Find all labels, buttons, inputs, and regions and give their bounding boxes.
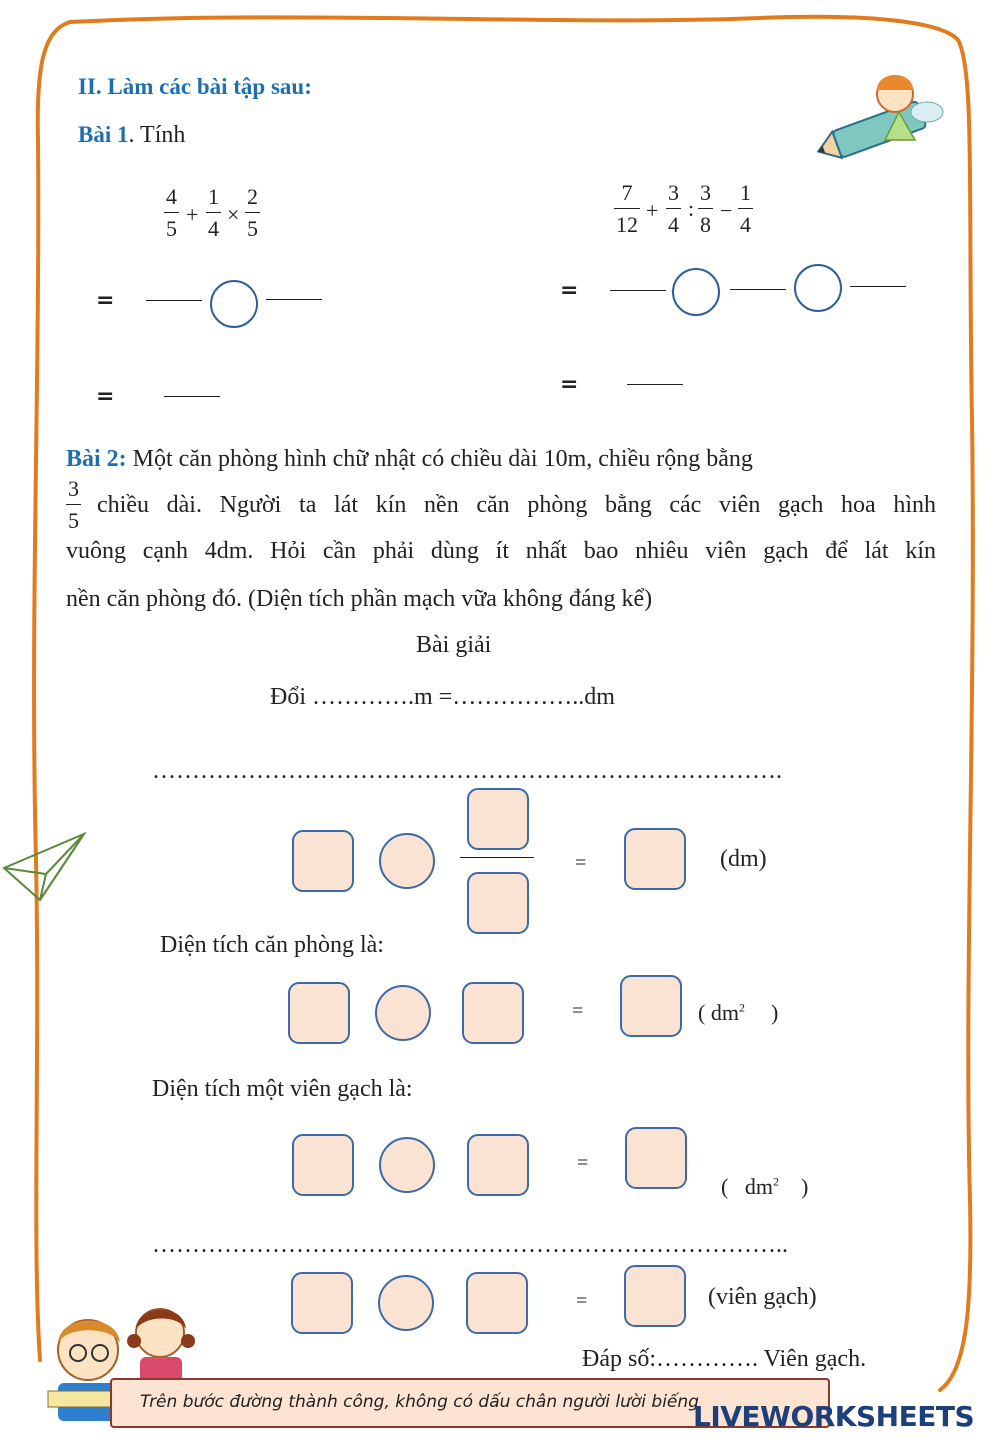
bai1-label: Bài 1 [78, 122, 129, 147]
answer-blank[interactable] [627, 384, 683, 385]
fraction: 3 8 [700, 180, 711, 237]
numerator-box[interactable] [467, 788, 529, 850]
operator-circle[interactable] [378, 1275, 434, 1331]
answer-blank[interactable] [146, 300, 202, 301]
equals-sign: = [96, 288, 115, 313]
final-answer[interactable]: Đáp số:…………. Viên gạch. [582, 1346, 867, 1372]
fraction: 3 4 [668, 180, 679, 237]
times-operator: × [227, 202, 240, 227]
fraction-bar [460, 857, 534, 858]
liveworksheets-logo: LIVEWORKSHEETS [693, 1400, 975, 1433]
solution-title: Bài giải [416, 632, 492, 658]
bai2-text: Một căn phòng hình chữ nhật có chiều dài 10m, chiều rộng bằng [126, 446, 753, 472]
divide-operator: : [688, 196, 695, 221]
answer-box[interactable] [292, 1134, 354, 1196]
bai2-line-4: nền căn phòng đó. (Diện tích phần mạch vữa không đáng kể) [66, 586, 653, 612]
motto-text: Trên bước đường thành công, không có dấu chân người lười biếng [140, 1392, 699, 1412]
section-title: II. Làm các bài tập sau: [78, 74, 312, 99]
bai2-label: Bài 2: [66, 446, 127, 472]
convert-line[interactable]: Đổi ………….m =……………..dm [270, 684, 615, 710]
plus-operator: + [646, 198, 659, 223]
bai2-line-1 [66, 436, 936, 483]
fraction: 1 4 [208, 184, 219, 241]
bai2-line-2: chiều dài. Người ta lát kín nền căn phòng bằng các viên gạch hoa hình [97, 492, 936, 518]
area-room-label: Diện tích căn phòng là: [160, 932, 384, 958]
equals-sign: = [96, 384, 115, 409]
operator-circle[interactable] [375, 985, 431, 1041]
bai1-title: . Tính [128, 122, 186, 148]
area-tile-label: Diện tích một viên gạch là: [152, 1076, 413, 1102]
answer-box[interactable] [292, 830, 354, 892]
answer-blank[interactable] [266, 299, 322, 300]
answer-blank[interactable] [850, 286, 906, 287]
paper-plane-illustration [0, 830, 90, 910]
answer-box[interactable] [466, 1272, 528, 1334]
answer-box[interactable] [462, 982, 524, 1044]
fraction: 7 12 [616, 180, 638, 237]
result-box[interactable] [624, 1265, 686, 1327]
operator-circle-input[interactable] [672, 268, 720, 316]
answer-box[interactable] [467, 1134, 529, 1196]
fraction: 1 4 [740, 180, 751, 237]
fraction: 2 5 [247, 184, 258, 241]
operator-circle[interactable] [379, 1137, 435, 1193]
denominator-box[interactable] [467, 872, 529, 934]
unit-tiles: (viên gạch) [708, 1284, 817, 1310]
unit-dm2: ( $dm^2$ ) [698, 1000, 779, 1025]
answer-box[interactable] [291, 1272, 353, 1334]
fairy-pencil-illustration [815, 62, 955, 172]
equals-sign: = [572, 1000, 584, 1022]
result-box[interactable] [620, 975, 682, 1037]
dotted-answer-line[interactable]: …………………………………………………………………….. [152, 1232, 788, 1258]
answer-blank[interactable] [610, 290, 666, 291]
operator-circle-input[interactable] [794, 264, 842, 312]
operator-circle[interactable] [379, 833, 435, 889]
result-box[interactable] [625, 1127, 687, 1189]
dotted-answer-line[interactable]: ……………………………………………………………………. [152, 758, 782, 784]
operator-circle-input[interactable] [210, 280, 258, 328]
fraction: 4 5 [166, 184, 177, 241]
equals-sign: = [577, 1152, 589, 1174]
equals-sign: = [560, 278, 579, 303]
answer-blank[interactable] [730, 289, 786, 290]
equals-sign: = [576, 1290, 588, 1312]
answer-blank[interactable] [164, 396, 220, 397]
minus-operator: − [720, 198, 733, 223]
equals-sign: = [575, 852, 587, 874]
bai2-line-3: vuông cạnh 4dm. Hỏi cần phải dùng ít nhất bao nhiêu viên gạch để lát kín [66, 538, 936, 564]
result-box[interactable] [624, 828, 686, 890]
plus-operator: + [186, 202, 199, 227]
fraction-three-fifths: 3 5 [68, 476, 79, 533]
equals-sign: = [560, 372, 579, 397]
unit-dm: (dm) [720, 846, 767, 872]
answer-box[interactable] [288, 982, 350, 1044]
bai1-heading [78, 122, 185, 149]
unit-dm2: ( $dm^2$ ) [721, 1174, 809, 1199]
